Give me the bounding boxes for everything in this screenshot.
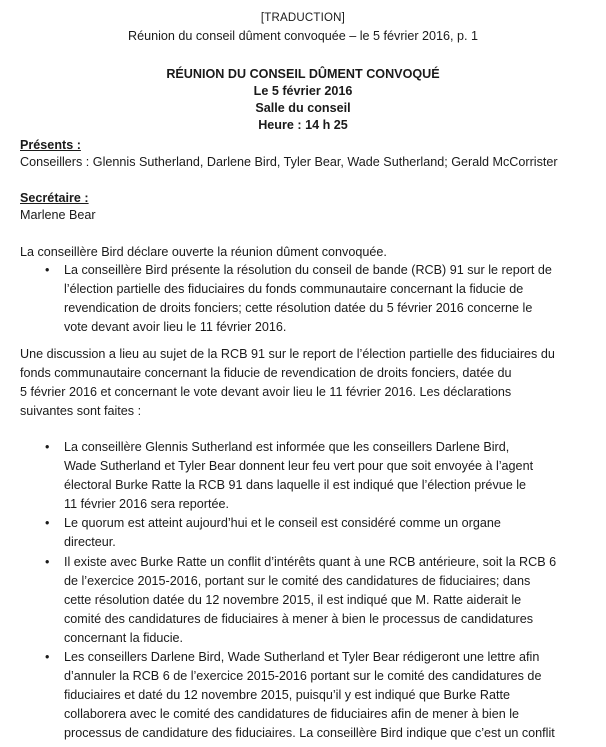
discussion-line: suivantes sont faites : xyxy=(20,404,142,418)
discussion-line: fonds communautaire concernant la fiducie de revendication de droits fonciers, datée du xyxy=(20,366,512,380)
bullet-marker: • xyxy=(45,516,50,530)
bullet-marker: • xyxy=(45,650,50,664)
present-list: Conseillers : Glennis Sutherland, Darlene Bird, Tyler Bear, Wade Sutherland; Gerald McCorrister xyxy=(20,155,558,169)
discussion-line: 5 février 2016 et concernant le vote devant avoir lieu le 11 février 2016. Les déclarations xyxy=(20,385,512,399)
text-line: Les conseillers Darlene Bird, Wade Sutherland et Tyler Bear rédigeront une lettre afin xyxy=(64,650,540,664)
bullet-item-statement xyxy=(64,438,594,514)
text-line: directeur. xyxy=(64,535,116,549)
meeting-title: RÉUNION DU CONSEIL DÛMENT CONVOQUÉ xyxy=(166,67,440,81)
text-line: concernant la fiducie. xyxy=(64,631,184,645)
meeting-date: Le 5 février 2016 xyxy=(253,84,353,98)
bullet-item-statement xyxy=(64,514,594,552)
present-heading: Présents : xyxy=(20,138,81,152)
secretary-heading: Secrétaire : xyxy=(20,191,89,205)
discussion-line: Une discussion a lieu au sujet de la RCB 91 sur le report de l’élection partielle des fiduciaires du xyxy=(20,347,555,361)
page-header: Réunion du conseil dûment convoquée – le 5 février 2016, p. 1 xyxy=(127,29,479,43)
bullet-item-resolution xyxy=(64,261,594,337)
text-line: processus de candidature des fiduciaires. La conseillère Bird indique que c’est un conflit xyxy=(64,726,555,740)
meeting-time: Heure : 14 h 25 xyxy=(258,118,348,132)
text-line: La conseillère Bird présente la résolution du conseil de bande (RCB) 91 sur le report de xyxy=(64,263,552,277)
text-line: d’annuler la RCB 6 de l’exercice 2015-2016 portant sur le comité des candidatures de xyxy=(64,669,542,683)
text-line: comité des candidatures de fiduciaires à mener à bien le processus de candidatures xyxy=(64,612,534,626)
text-line: électoral Burke Ratte la RCB 91 dans laquelle il est indiqué que l’élection prévue le xyxy=(64,478,527,492)
text-line: collaborera avec le comité des candidatures de fiduciaires afin de mener à bien le xyxy=(64,707,520,721)
text-line: La conseillère Glennis Sutherland est informée que les conseillers Darlene Bird, xyxy=(64,440,510,454)
text-line: 11 février 2016 sera reportée. xyxy=(64,497,229,511)
meeting-location: Salle du conseil xyxy=(255,101,351,115)
bullet-marker: • xyxy=(45,555,50,569)
bullet-marker: • xyxy=(45,440,50,454)
text-line: l’élection partielle des fiduciaires du fonds communautaire concernant la fiducie de xyxy=(64,282,524,296)
text-line: de l’exercice 2015-2016, portant sur le comité des candidatures de fiduciaires; dans xyxy=(64,574,531,588)
text-line: vote devant avoir lieu le 11 février 2016. xyxy=(64,320,287,334)
text-line: revendication de droits fonciers; cette résolution datée du 5 février 2016 concerne le xyxy=(64,301,533,315)
secretary-name: Marlene Bear xyxy=(20,208,96,222)
opening-statement: La conseillère Bird déclare ouverte la réunion dûment convoquée. xyxy=(20,245,387,259)
bullet-marker: • xyxy=(45,263,50,277)
translation-tag: [TRADUCTION] xyxy=(260,12,346,24)
text-line: Il existe avec Burke Ratte un conflit d’intérêts quant à une RCB antérieure, soit la RCB 6 xyxy=(64,555,557,569)
bullet-item-statement xyxy=(64,553,594,648)
bullet-item-statement xyxy=(64,648,594,743)
text-line: cette résolution datée du 12 novembre 2015, il est indiqué que M. Ratte aiderait le xyxy=(64,593,522,607)
text-line: fiduciaires et daté du 12 novembre 2015, puisqu’il y est indiqué que Burke Ratte xyxy=(64,688,510,702)
text-line: Wade Sutherland et Tyler Bear donnent leur feu vert pour que soit envoyée à l’agent xyxy=(64,459,534,473)
text-line: Le quorum est atteint aujourd’hui et le conseil est considéré comme un organe xyxy=(64,516,501,530)
